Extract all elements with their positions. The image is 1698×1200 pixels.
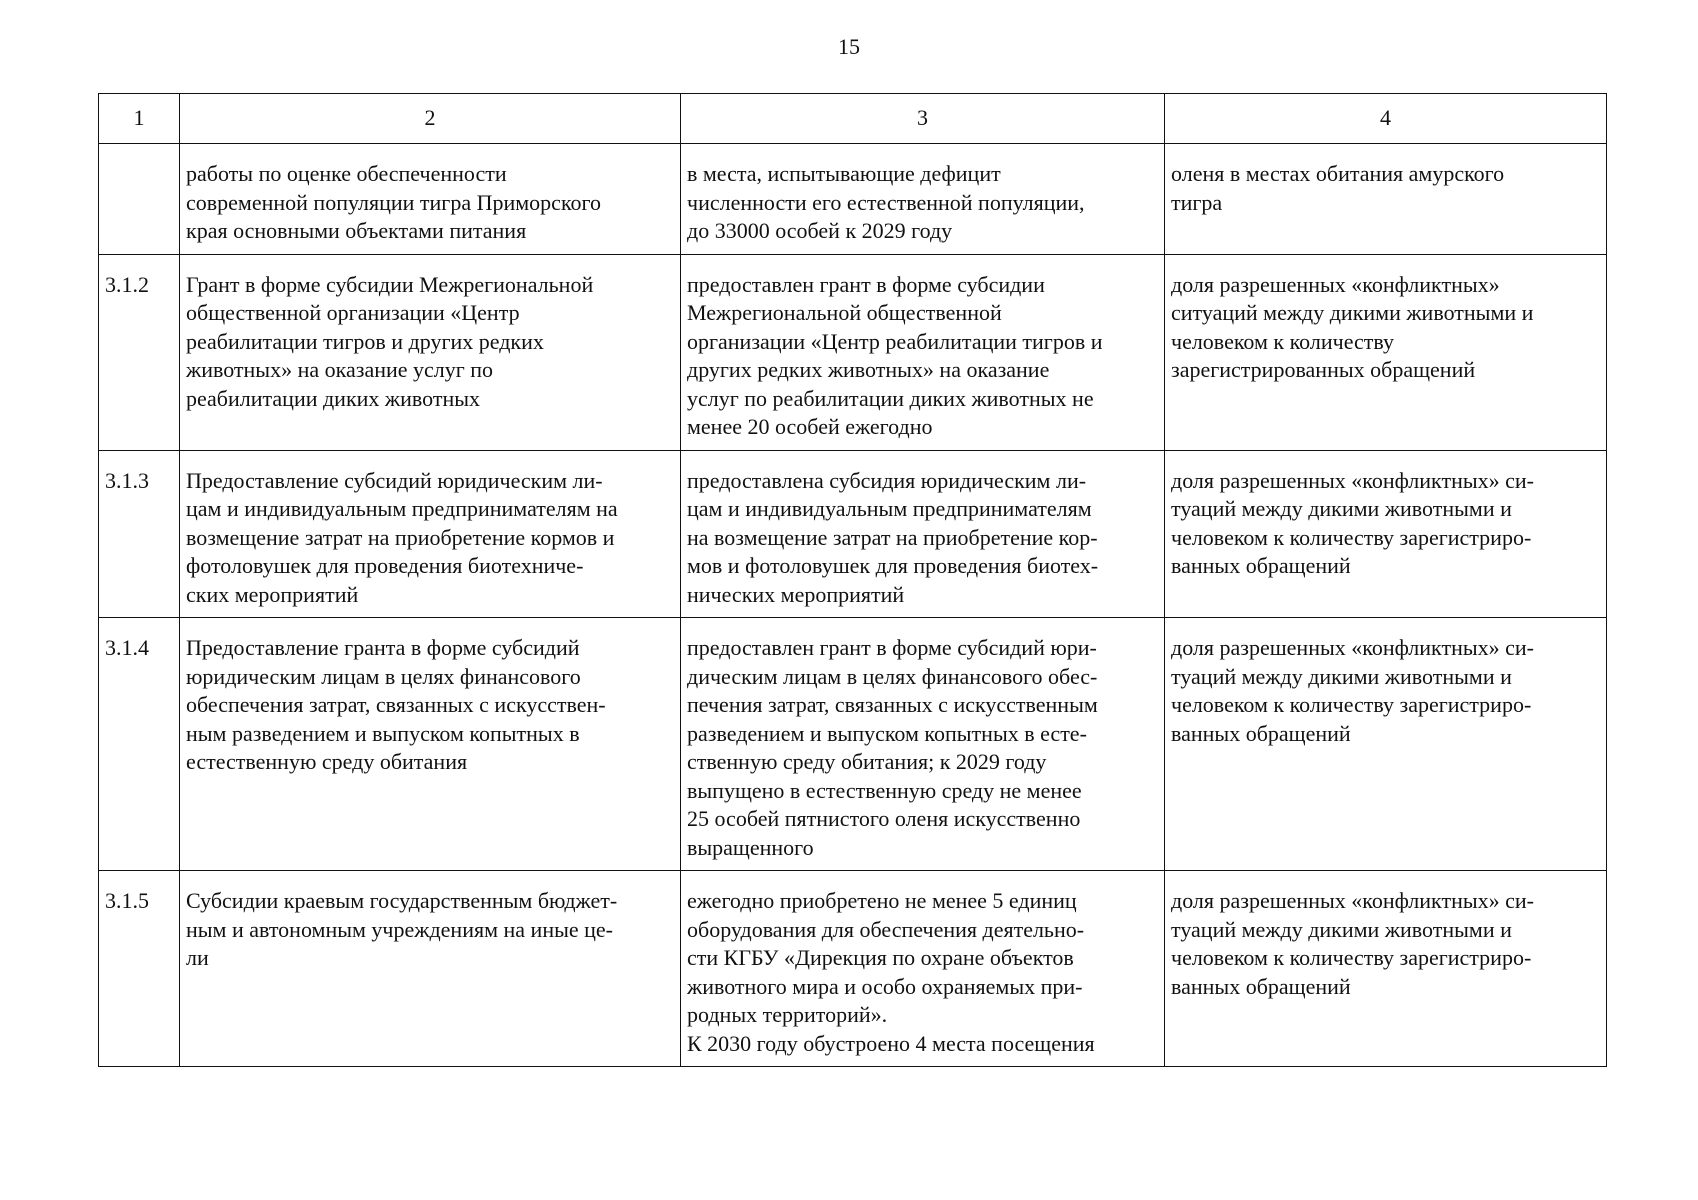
indicator-line: туаций между дикими животными и bbox=[1171, 496, 1512, 521]
activity-line: современной популяции тигра Приморского bbox=[186, 189, 601, 215]
result-line: предоставлена субсидия юридическим ли- bbox=[687, 467, 1087, 493]
activity-line: ли bbox=[186, 945, 209, 970]
page-number: 15 bbox=[838, 34, 860, 59]
header-cell-col-1: 1 bbox=[99, 94, 180, 144]
activity-line: ным разведением и выпуском копытных в bbox=[186, 720, 580, 746]
table-row bbox=[99, 254, 1607, 450]
result-line: ственную среду обитания; к 2029 году bbox=[687, 749, 1047, 774]
activity-line: края основными объектами питания bbox=[186, 218, 527, 243]
result-line: организации «Центр реабилитации тигров и bbox=[687, 328, 1103, 354]
activity-line: ным и автономным учреждениям на иные це- bbox=[186, 916, 614, 942]
result-cell bbox=[681, 254, 1165, 450]
indicator-line: доля разрешенных «конфликтных» bbox=[1171, 271, 1500, 297]
table-row bbox=[99, 871, 1607, 1067]
result-cell bbox=[681, 144, 1165, 255]
result-line: сти КГБУ «Дирекция по охране объектов bbox=[687, 945, 1074, 970]
table-row bbox=[99, 450, 1607, 618]
indicator-cell bbox=[1165, 450, 1607, 618]
header-cell-col-3: 3 bbox=[681, 94, 1165, 144]
indicator-line: туаций между дикими животными и bbox=[1171, 663, 1512, 689]
activity-cell bbox=[180, 450, 681, 618]
row-number-cell: 3.1.5 bbox=[99, 871, 180, 1067]
indicator-line: человеком к количеству зарегистриро- bbox=[1171, 945, 1532, 970]
result-line: услуг по реабилитации диких животных не bbox=[687, 385, 1094, 411]
result-line: 25 особей пятнистого оленя искусственно bbox=[687, 806, 1081, 831]
row-number-cell: 3.1.2 bbox=[99, 254, 180, 450]
indicator-line: человеком к количеству bbox=[1171, 328, 1395, 354]
activity-line: Предоставление субсидий юридическим ли- bbox=[186, 467, 603, 493]
result-line: предоставлен грант в форме субсидий юри- bbox=[687, 635, 1097, 660]
result-line: цам и индивидуальным предпринимателям bbox=[687, 496, 1092, 521]
table-row bbox=[99, 618, 1607, 871]
result-line: разведением и выпуском копытных в есте- bbox=[687, 720, 1087, 746]
indicator-line: зарегистрированных обращений bbox=[1171, 357, 1476, 382]
measures-table bbox=[98, 93, 1607, 1067]
activity-line: Предоставление гранта в форме субсидий bbox=[186, 635, 580, 660]
result-line: Межрегиональной общественной bbox=[687, 300, 1002, 325]
indicator-line: туаций между дикими животными и bbox=[1171, 916, 1512, 942]
activity-cell bbox=[180, 254, 681, 450]
result-line: нических мероприятий bbox=[687, 581, 905, 607]
indicator-line: человеком к количеству зарегистриро- bbox=[1171, 692, 1532, 717]
activity-cell bbox=[180, 871, 681, 1067]
activity-line: обеспечения затрат, связанных с искусствен- bbox=[186, 692, 606, 717]
result-cell bbox=[681, 618, 1165, 871]
result-line: предоставлен грант в форме субсидии bbox=[687, 271, 1045, 297]
activity-line: реабилитации диких животных bbox=[186, 385, 481, 411]
result-line: дическим лицам в целях финансового обес- bbox=[687, 663, 1098, 689]
activity-line: фотоловушек для проведения биотехниче- bbox=[186, 553, 584, 578]
result-cell bbox=[681, 450, 1165, 618]
indicator-line: доля разрешенных «конфликтных» си- bbox=[1171, 888, 1534, 913]
indicator-cell bbox=[1165, 871, 1607, 1067]
indicator-cell bbox=[1165, 254, 1607, 450]
header-row bbox=[99, 94, 1607, 144]
activity-line: Субсидии краевым государственным бюджет- bbox=[186, 888, 618, 913]
indicator-cell bbox=[1165, 618, 1607, 871]
indicator-line: ситуаций между дикими животными и bbox=[1171, 300, 1534, 325]
indicator-line: ванных обращений bbox=[1171, 720, 1351, 746]
result-line: печения затрат, связанных с искусственным bbox=[687, 692, 1098, 717]
indicator-cell bbox=[1165, 144, 1607, 255]
indicator-line: человеком к количеству зарегистриро- bbox=[1171, 524, 1532, 550]
header-cell-col-2: 2 bbox=[180, 94, 681, 144]
activity-cell bbox=[180, 144, 681, 255]
result-line: К 2030 году обустроено 4 места посещения bbox=[687, 1030, 1095, 1056]
header-cell-col-4: 4 bbox=[1165, 94, 1607, 144]
row-number-cell bbox=[99, 144, 180, 255]
result-line: в места, испытывающие дефицит bbox=[687, 161, 1001, 186]
table-row bbox=[99, 144, 1607, 255]
result-line: до 33000 особей к 2029 году bbox=[687, 218, 953, 243]
activity-line: общественной организации «Центр bbox=[186, 300, 520, 325]
result-line: выпущено в естественную среду не менее bbox=[687, 777, 1082, 803]
result-line: ежегодно приобретено не менее 5 единиц bbox=[687, 888, 1077, 913]
activity-line: цам и индивидуальным предпринимателям на bbox=[186, 496, 618, 521]
indicator-line: доля разрешенных «конфликтных» си- bbox=[1171, 635, 1534, 660]
result-line: родных территорий». bbox=[687, 1002, 888, 1027]
activity-line: естественную среду обитания bbox=[186, 749, 468, 774]
result-line: животного мира и особо охраняемых при- bbox=[687, 973, 1083, 999]
activity-line: ских мероприятий bbox=[186, 581, 359, 607]
activity-line: возмещение затрат на приобретение кормов и bbox=[186, 524, 615, 550]
result-line: на возмещение затрат на приобретение кор- bbox=[687, 524, 1098, 550]
indicator-line: тигра bbox=[1171, 189, 1223, 215]
indicator-line: оленя в местах обитания амурского bbox=[1171, 161, 1505, 186]
indicator-line: ванных обращений bbox=[1171, 553, 1351, 578]
table-body bbox=[99, 144, 1607, 1067]
result-line: менее 20 особей ежегодно bbox=[687, 414, 933, 439]
activity-line: работы по оценке обеспеченности bbox=[186, 161, 507, 186]
result-line: других редких животных» на оказание bbox=[687, 357, 1050, 382]
row-number-cell: 3.1.3 bbox=[99, 450, 180, 618]
result-line: численности его естественной популяции, bbox=[687, 189, 1085, 215]
indicator-line: ванных обращений bbox=[1171, 973, 1351, 999]
activity-line: Грант в форме субсидии Межрегиональной bbox=[186, 271, 594, 297]
result-line: выращенного bbox=[687, 834, 814, 860]
activity-line: животных» на оказание услуг по bbox=[186, 357, 494, 382]
activity-line: реабилитации тигров и других редких bbox=[186, 328, 544, 354]
result-line: оборудования для обеспечения деятельно- bbox=[687, 916, 1085, 942]
result-cell bbox=[681, 871, 1165, 1067]
row-number-cell: 3.1.4 bbox=[99, 618, 180, 871]
indicator-line: доля разрешенных «конфликтных» си- bbox=[1171, 467, 1534, 493]
activity-cell bbox=[180, 618, 681, 871]
result-line: мов и фотоловушек для проведения биотех- bbox=[687, 553, 1099, 578]
activity-line: юридическим лицам в целях финансового bbox=[186, 663, 581, 689]
